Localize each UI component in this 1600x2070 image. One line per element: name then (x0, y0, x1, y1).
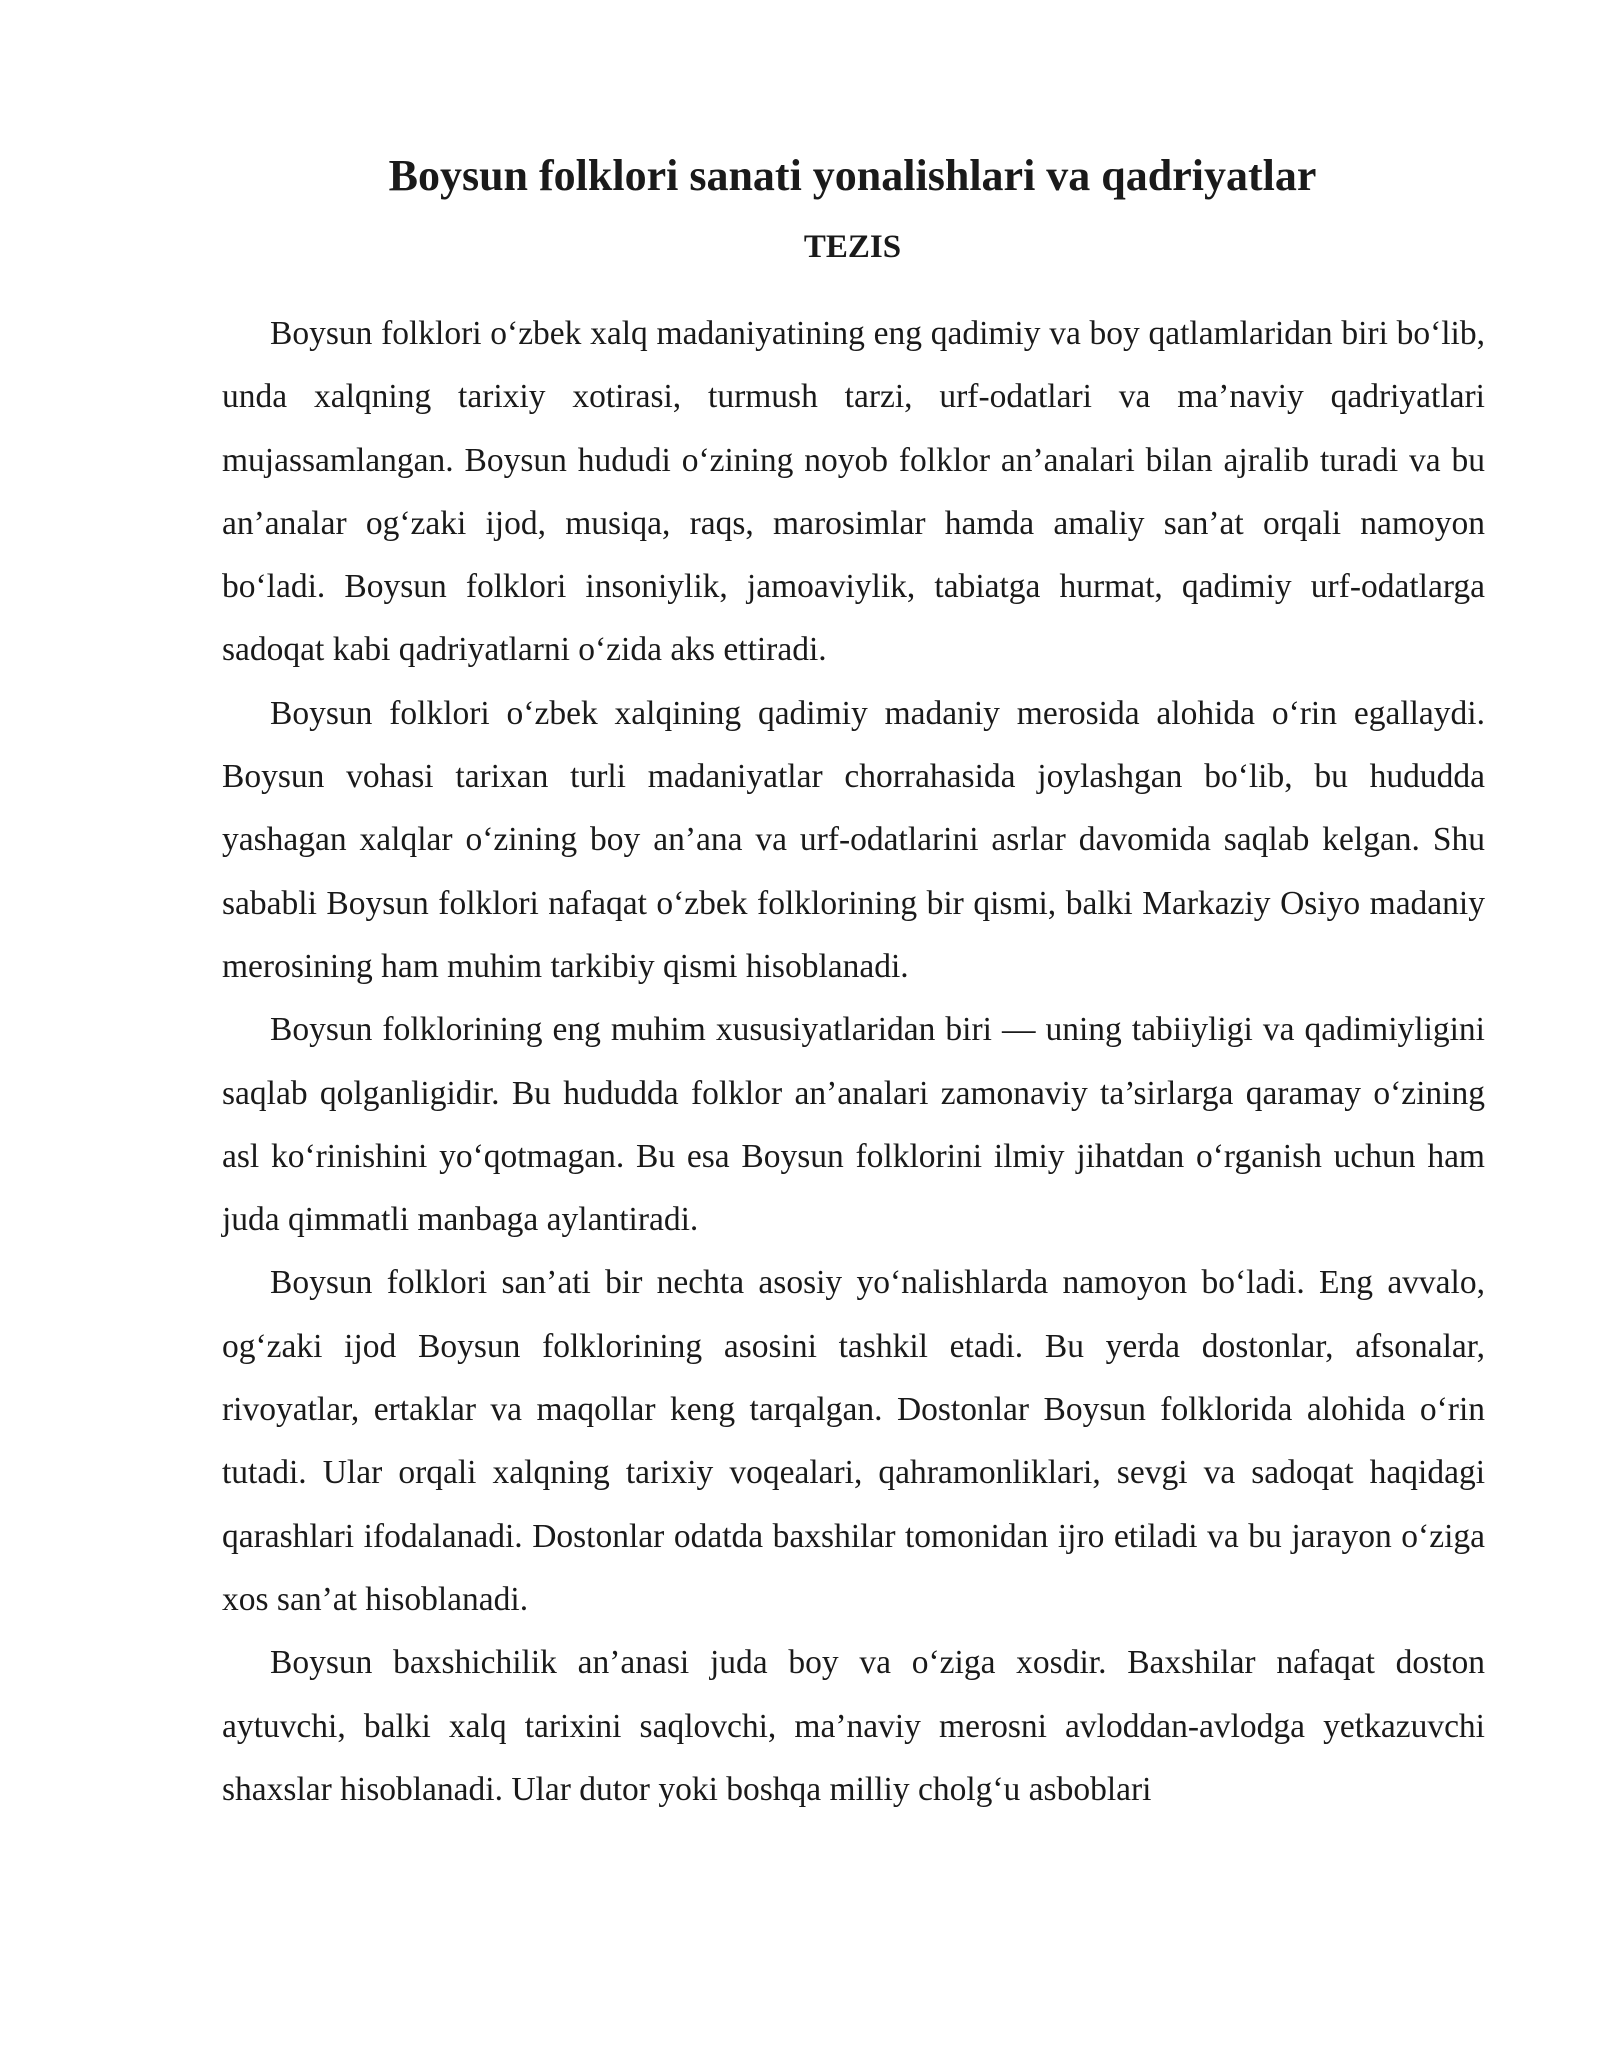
document-title: Boysun folklori sanati yonalishlari va qadriyatlar (388, 151, 1317, 200)
paragraph: Boysun folklori o‘zbek xalq madaniyatining eng qadimiy va boy qatlamlaridan biri bo‘lib, unda xalqning tarixiy xotirasi, turmush tarzi, urf-odatlari va ma’naviy qadriyatlari mujassamlangan. Boysun hududi o‘zining noyob folklor an’analari bilan ajralib turadi va bu an’analar og‘zaki ijod, musiqa, raqs, marosimlar hamda amaliy san’at orqali namoyon bo‘ladi. Boysun folklori insoniylik, jamoaviylik, tabiatga hurmat, qadimiy urf-odatlarga sadoqat kabi qadriyatlarni o‘zida aks ettiradi. (222, 315, 1485, 669)
paragraph-continued: Boysun baxshichilik an’anasi juda boy va o‘ziga xosdir. Baxshilar nafaqat doston aytuvchi, balki xalq tarixini saqlovchi, ma’naviy merosni avloddan-avlodga yetkazuvchi shaxslar hisoblanadi. Ular dutor yoki boshqa milliy cholg‘u asboblari (222, 1644, 1485, 1808)
document-subtitle: TEZIS (803, 229, 902, 265)
paragraph: Boysun folklori san’ati bir nechta asosiy yo‘nalishlarda namoyon bo‘ladi. Eng avvalo, og‘zaki ijod Boysun folklorining asosini tashkil etadi. Bu yerda dostonlar, afsonalar, rivoyatlar, ertaklar va maqollar keng tarqalgan. Dostonlar Boysun folklorida alohida o‘rin tutadi. Ular orqali xalqning tarixiy voqealari, qahramonliklari, sevgi va sadoqat haqidagi qarashlari ifodalanadi. Dostonlar odatda baxshilar tomonidan ijro etiladi va bu jarayon o‘ziga xos san’at hisoblanadi. (222, 1264, 1485, 1618)
paragraph: Boysun folklorining eng muhim xususiyatlaridan biri — uning tabiiyligi va qadimiyligini saqlab qolganligidir. Bu hududda folklor an’analari zamonaviy ta’sirlarga qaramay o‘zining asl ko‘rinishini yo‘qotmagan. Bu esa Boysun folklorini ilmiy jihatdan o‘rganish uchun ham juda qimmatli manbaga aylantiradi. (222, 1011, 1485, 1239)
paragraph: Boysun folklori o‘zbek xalqining qadimiy madaniy merosida alohida o‘rin egallaydi. Boysun vohasi tarixan turli madaniyatlar chorrahasida joylashgan bo‘lib, bu hududda yashagan xalqlar o‘zining boy an’ana va urf-odatlarini asrlar davomida saqlab kelgan. Shu sababli Boysun folklori nafaqat o‘zbek folklorining bir qismi, balki Markaziy Osiyo madaniy merosining ham muhim tarkibiy qismi hisoblanadi. (222, 694, 1485, 985)
document-body (222, 302, 1485, 1821)
